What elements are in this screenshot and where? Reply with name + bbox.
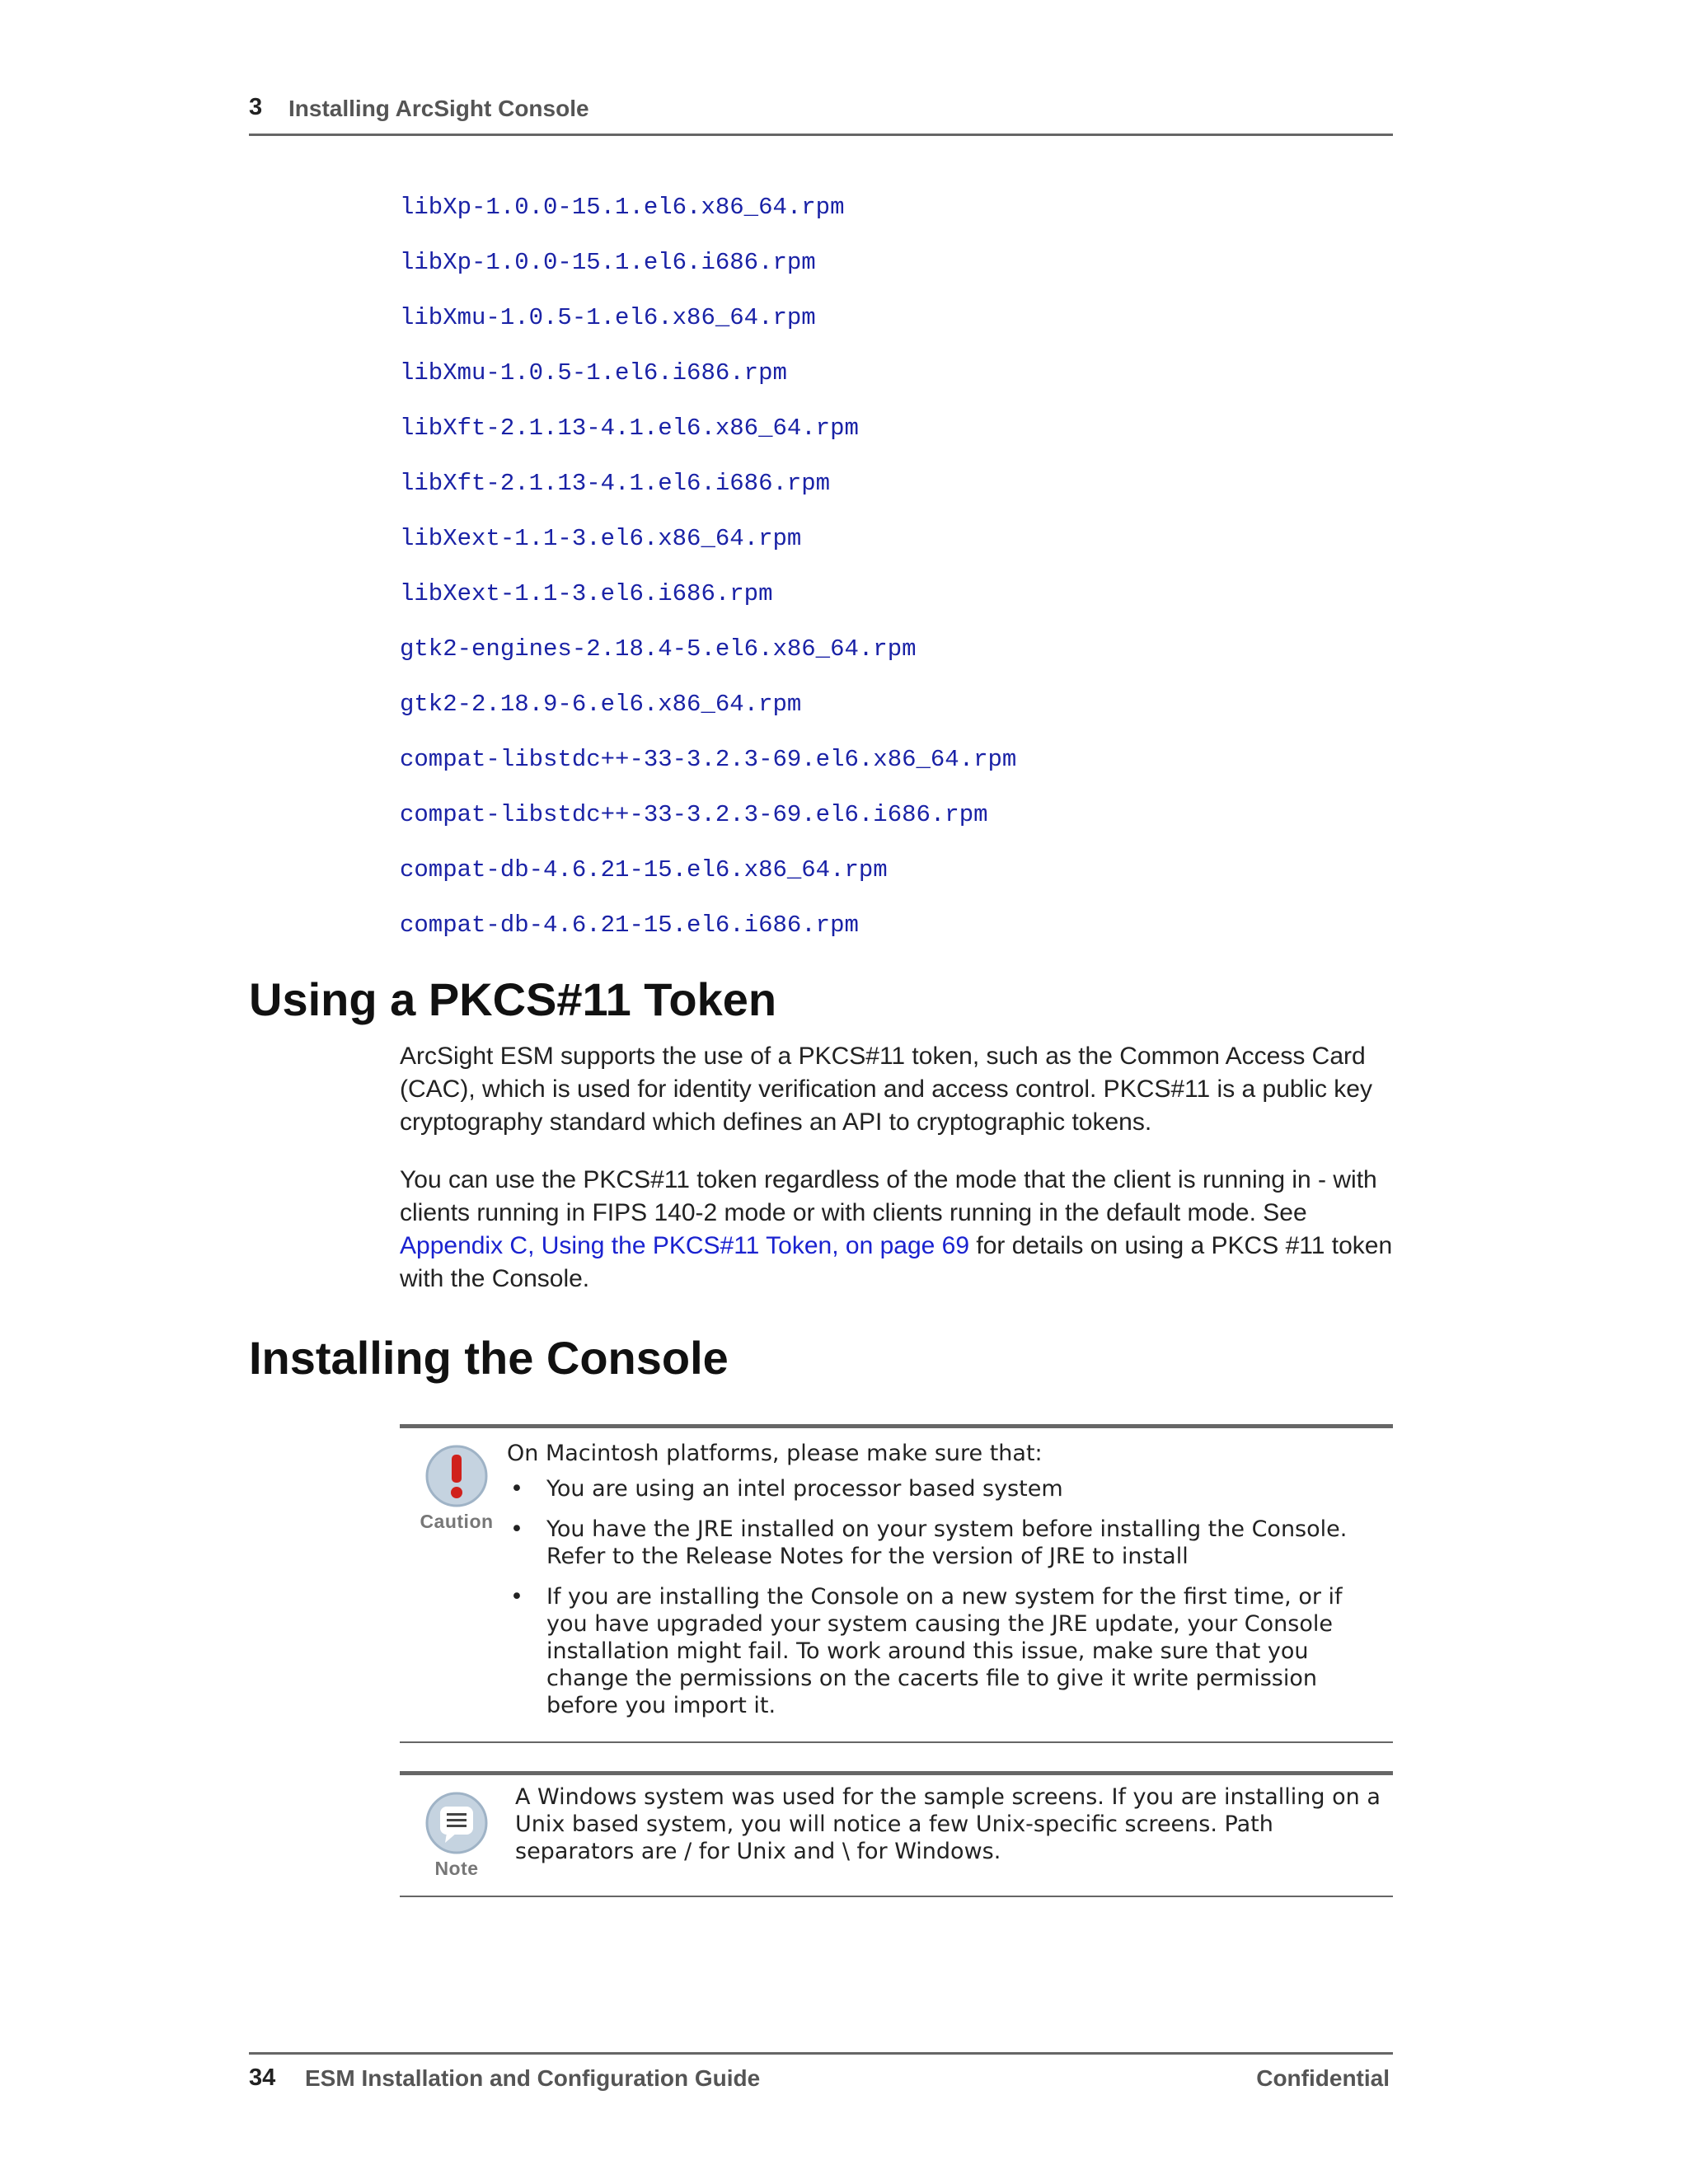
pkcs-paragraph-2-text: You can use the PKCS#11 token regardless of the mode that the client is running in - with clients running in FIPS 140-2 mode or with clients running in the default mode. See	[400, 1166, 1377, 1226]
pkcs-paragraph-1: ArcSight ESM supports the use of a PKCS#11 token, such as the Common Access Card (CAC), which is used for identity verification and access control. PKCS#11 is a public key cryptography standard which defines an API to cryptographic tokens.	[400, 1043, 1372, 1136]
caution-list	[507, 1475, 1385, 1719]
rpm-package: libXft-2.1.13-4.1.el6.i686.rpm	[400, 470, 831, 497]
caution-label: Caution	[420, 1511, 494, 1532]
rpm-package: gtk2-2.18.9-6.el6.x86_64.rpm	[400, 691, 802, 718]
confidential-label: Confidential	[1256, 2065, 1390, 2091]
note-icon	[411, 1790, 502, 1880]
rpm-package: libXp-1.0.0-15.1.el6.x86_64.rpm	[400, 194, 845, 221]
rpm-package: libXmu-1.0.5-1.el6.x86_64.rpm	[400, 304, 816, 331]
pkcs-paragraph-2-text-end: for details on using a PKCS #11 token with the Console.	[400, 1232, 1393, 1292]
pkcs-section-heading: Using a PKCS#11 Token	[249, 973, 777, 1025]
rpm-package: gtk2-engines-2.18.4-5.el6.x86_64.rpm	[400, 635, 917, 663]
caution-intro: On Macintosh platforms, please make sure that:	[507, 1441, 1043, 1466]
rpm-package: compat-db-4.6.21-15.el6.i686.rpm	[400, 912, 859, 939]
page-number: 34	[249, 2064, 276, 2091]
pkcs-paragraph-2	[400, 1164, 1397, 1296]
note-label: Note	[434, 1858, 479, 1879]
caution-bullet: • If you are installing the Console on a new system for the first time, or if you have upgraded your system causing the JRE update, your Console installation might fail. To work around this issue, make sure that you change the permissions on the cacerts file to give it write permission before you import it.	[507, 1583, 1385, 1719]
rpm-package: compat-db-4.6.21-15.el6.x86_64.rpm	[400, 856, 888, 883]
rpm-package: libXext-1.1-3.el6.i686.rpm	[400, 580, 773, 607]
caution-box	[400, 1424, 1393, 1743]
page-footer	[249, 2052, 1393, 2104]
rpm-package-list	[400, 191, 1016, 964]
note-box	[400, 1771, 1393, 1897]
chapter-number: 3	[249, 94, 263, 120]
rpm-package: libXmu-1.0.5-1.el6.i686.rpm	[400, 359, 787, 387]
rpm-package: libXext-1.1-3.el6.x86_64.rpm	[400, 525, 802, 552]
install-section-heading: Installing the Console	[249, 1332, 729, 1384]
rpm-package: libXp-1.0.0-15.1.el6.i686.rpm	[400, 249, 816, 276]
note-text: A Windows system was used for the sample screens. If you are installing on a Unix based system, you will notice a few Unix-specific screens. Path separators are / for Unix and \ for Windows.	[515, 1784, 1381, 1864]
chapter-title: Installing ArcSight Console	[288, 96, 589, 121]
rpm-package: libXft-2.1.13-4.1.el6.x86_64.rpm	[400, 415, 859, 442]
appendix-c-link[interactable]: Appendix C, Using the PKCS#11 Token, on page 69	[400, 1232, 970, 1259]
caution-bullet: • You are using an intel processor based system	[507, 1475, 1385, 1502]
guide-title: ESM Installation and Configuration Guide	[305, 2065, 761, 2091]
rpm-package: compat-libstdc++-33-3.2.3-69.el6.i686.rpm	[400, 801, 988, 828]
rpm-package: compat-libstdc++-33-3.2.3-69.el6.x86_64.rpm	[400, 746, 1017, 773]
caution-icon	[411, 1443, 502, 1533]
caution-bullet: • You have the JRE installed on your system before installing the Console. Refer to the Release Notes for the version of JRE to install	[507, 1516, 1385, 1570]
page-header	[249, 89, 1393, 136]
